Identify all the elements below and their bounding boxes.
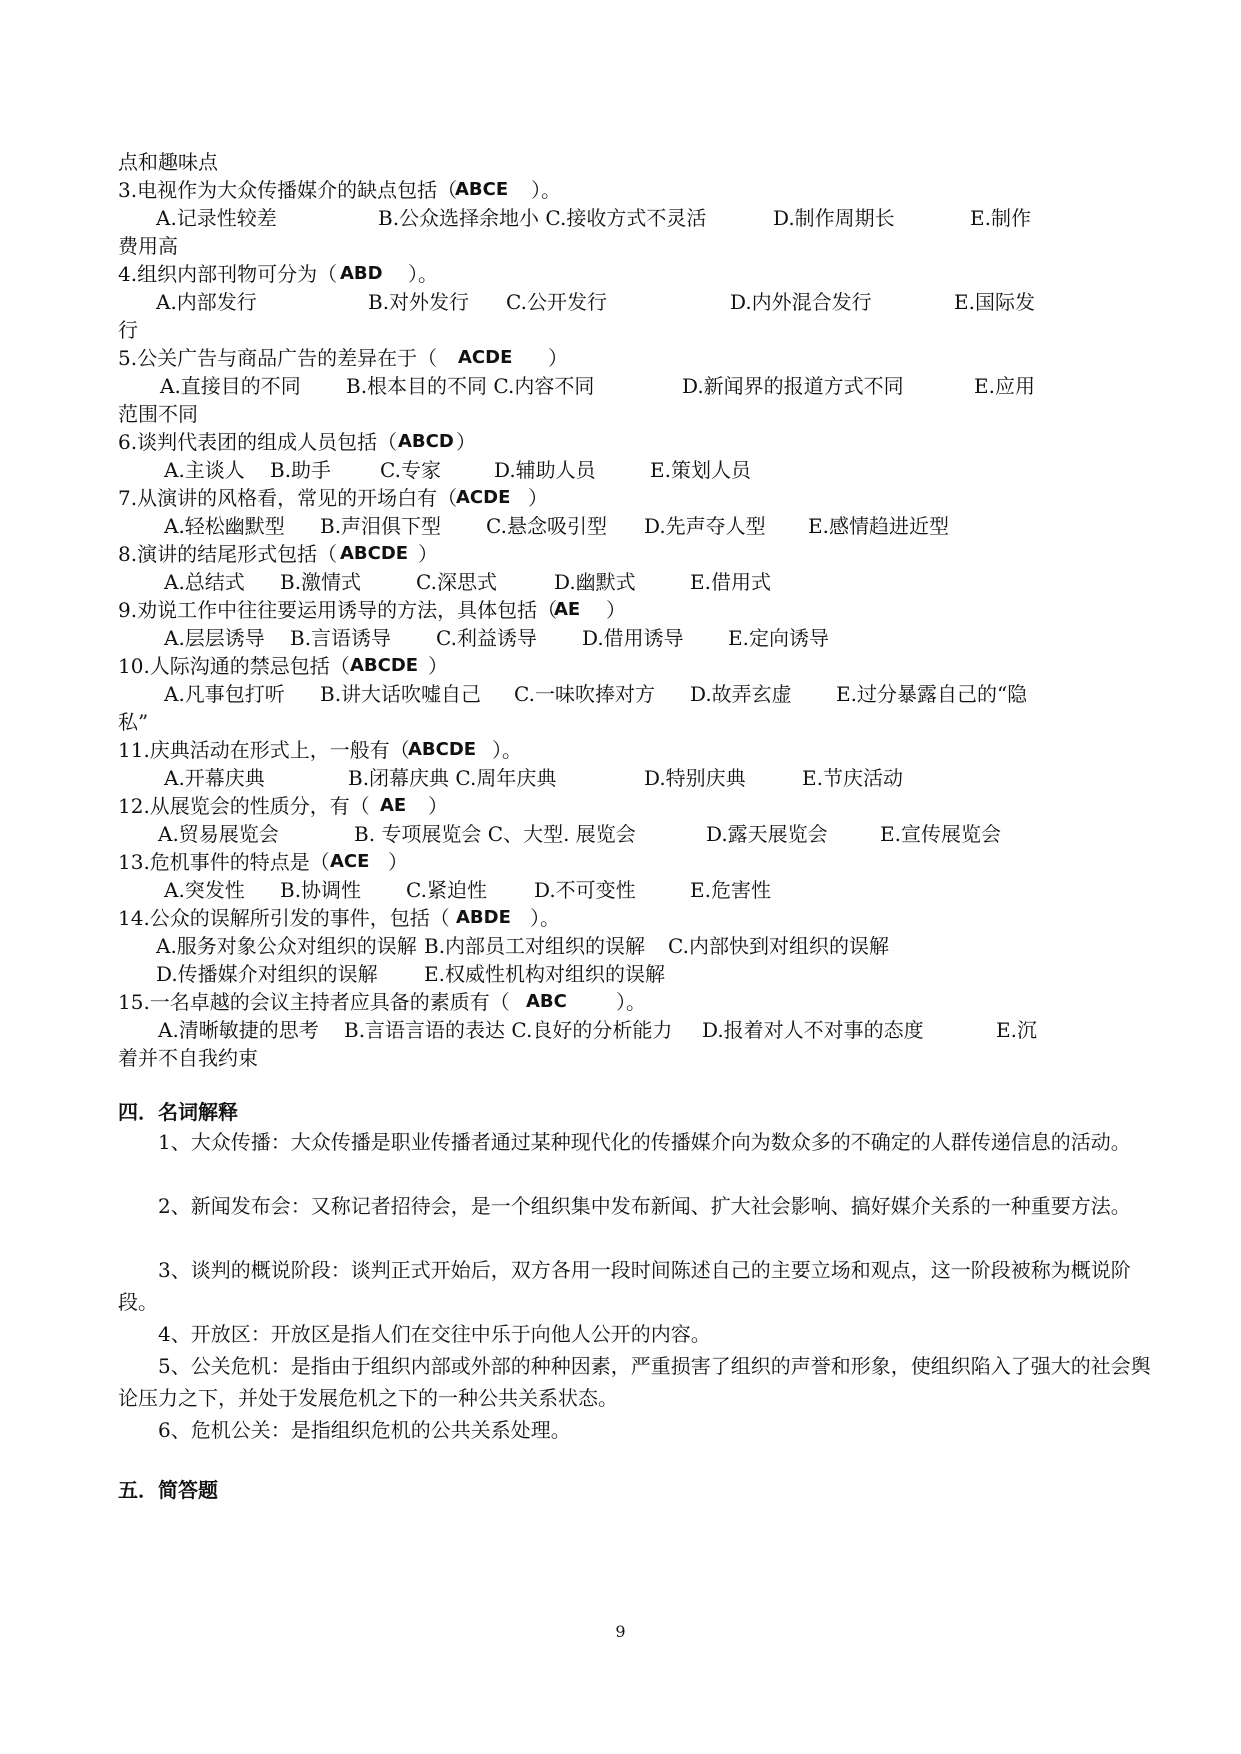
option-c: C.一味吹捧对方: [514, 682, 655, 706]
definition-item-5: 5、公关危机：是指由于组织内部或外部的种种因素，严重损害了组织的声誉和形象，使组织陷入了强大的社会舆论压力之下，并处于发展危机之下的一种公共关系状态。: [118, 1354, 1151, 1410]
question-3-wrap: [118, 234, 1158, 258]
option-d: D.故弄玄虚: [690, 682, 792, 706]
question-4-close: ）。: [408, 262, 438, 286]
question-15-stem: [118, 990, 1158, 1014]
option-c: C.专家: [380, 458, 441, 482]
question-13-options: [118, 878, 1158, 902]
option-e: E.借用式: [690, 570, 771, 594]
page-number: 9: [615, 1622, 626, 1641]
question-15-wrap: [118, 1046, 1158, 1070]
question-11-options: [118, 766, 1158, 790]
question-5-answer: ACDE: [458, 347, 513, 368]
question-8-answer: ABCDE: [340, 543, 409, 564]
definition-item-4: 4、开放区：开放区是指人们在交往中乐于向他人公开的内容。: [158, 1322, 711, 1346]
question-7-text: 7.从演讲的风格看，常见的开场白有（: [118, 486, 458, 510]
question-11-stem: [118, 738, 1158, 762]
question-9-stem: [118, 598, 1158, 622]
option-a: A.记录性较差: [156, 206, 277, 230]
question-9-answer: AE: [554, 599, 581, 620]
option-e: E.危害性: [690, 878, 771, 902]
option-c: C.公开发行: [506, 290, 607, 314]
question-6-answer: ABCD: [398, 431, 454, 452]
question-12-stem: [118, 794, 1158, 818]
option-b: B.协调性: [280, 878, 362, 902]
question-3-text: 3.电视作为大众传播媒介的缺点包括（: [118, 178, 458, 202]
option-a: A.开幕庆典: [164, 766, 265, 790]
option-d: D.先声夺人型: [644, 514, 766, 538]
option-b: B.讲大话吹嘘自己: [320, 682, 482, 706]
option-b-c: B.闭幕庆典 C.周年庆典: [348, 766, 557, 790]
option-e: E.过分暴露自己的“隐: [836, 682, 1028, 706]
question-4-options: [118, 290, 1158, 314]
question-14-text: 14.公众的误解所引发的事件，包括（: [118, 906, 450, 930]
question-7-stem: [118, 486, 1158, 510]
question-15-answer: ABC: [526, 991, 567, 1012]
option-e-cont: 范围不同: [118, 402, 198, 426]
option-c: C.悬念吸引型: [486, 514, 607, 538]
option-e: E.权威性机构对组织的误解: [424, 962, 665, 986]
option-a: A.总结式: [164, 570, 245, 594]
option-a: A.主谈人: [164, 458, 245, 482]
option-a: A.突发性: [164, 878, 245, 902]
question-6-stem: [118, 430, 1158, 454]
question-8-text: 8.演讲的结尾形式包括（: [118, 542, 338, 566]
question-7-options: [118, 514, 1158, 538]
option-e: E.感情趋进近型: [808, 514, 949, 538]
option-d: D.内外混合发行: [730, 290, 872, 314]
option-d: D.不可变性: [534, 878, 636, 902]
question-10-close: ）: [428, 654, 448, 678]
question-5-text: 5.公关广告与商品广告的差异在于（: [118, 346, 438, 370]
question-7-answer: ACDE: [456, 487, 511, 508]
option-e: E.策划人员: [650, 458, 751, 482]
question-4-stem: [118, 262, 1158, 286]
question-15-options: [118, 1018, 1158, 1042]
question-9-options: [118, 626, 1158, 650]
question-5-options: [118, 374, 1158, 398]
option-d: D.传播媒介对组织的误解: [156, 962, 378, 986]
question-3-answer: ABCE: [455, 179, 509, 200]
definition-item-6: 6、危机公关：是指组织危机的公共关系处理。: [158, 1418, 571, 1442]
option-d: D.新闻界的报道方式不同: [682, 374, 904, 398]
continuation-text: 点和趣味点: [118, 150, 218, 174]
option-b-c: B.言语言语的表达 C.良好的分析能力: [344, 1018, 673, 1042]
option-b: B.声泪俱下型: [320, 514, 442, 538]
option-a: A.轻松幽默型: [164, 514, 285, 538]
section-5-title: 五．简答题: [118, 1478, 218, 1502]
option-d: D.幽默式: [554, 570, 636, 594]
question-6-options: [118, 458, 1158, 482]
section-4-title: 四．名词解释: [118, 1100, 238, 1124]
question-4-wrap: [118, 318, 1158, 342]
option-b-c: B.根本目的不同 C.内容不同: [346, 374, 595, 398]
question-10-answer: ABCDE: [350, 655, 419, 676]
question-15-text: 15.一名卓越的会议主持者应具备的素质有（: [118, 990, 510, 1014]
question-10-text: 10.人际沟通的禁忌包括（: [118, 654, 350, 678]
option-e: E.节庆活动: [802, 766, 903, 790]
definition-item-2: 2、新闻发布会：又称记者招待会，是一个组织集中发布新闻、扩大社会影响、搞好媒介关系的一种重要方法。: [158, 1194, 1131, 1218]
option-e-cont: 私”: [118, 710, 149, 734]
question-12-text: 12.从展览会的性质分，有（: [118, 794, 370, 818]
question-8-options: [118, 570, 1158, 594]
question-14-stem: [118, 906, 1158, 930]
question-12-close: ）: [428, 794, 448, 818]
question-9-close: ）: [606, 598, 626, 622]
option-b-c: B. 专项展览会 C、大型. 展览会: [354, 822, 636, 846]
option-b: B.助手: [270, 458, 332, 482]
question-14-answer: ABDE: [456, 907, 511, 928]
question-14-options: [118, 934, 1158, 958]
option-b-c: B.公众选择余地小 C.接收方式不灵活: [378, 206, 707, 230]
question-13-answer: ACE: [330, 851, 370, 872]
question-8-stem: [118, 542, 1158, 566]
option-e-cont: 着并不自我约束: [118, 1046, 258, 1070]
option-e: E.定向诱导: [728, 626, 829, 650]
question-9-text: 9.劝说工作中往往要运用诱导的方法，具体包括（: [118, 598, 558, 622]
question-7-close: ）: [528, 486, 548, 510]
option-e: E.制作: [970, 206, 1031, 230]
option-b: B.对外发行: [368, 290, 470, 314]
option-b: B.内部员工对组织的误解: [424, 934, 646, 958]
section-5-heading: [118, 1478, 1158, 1502]
question-5-close: ）: [548, 346, 568, 370]
question-13-stem: [118, 850, 1158, 874]
question-3-close: ）。: [531, 178, 561, 202]
question-4-answer: ABD: [340, 263, 383, 284]
question-14-options-2: [118, 962, 1158, 986]
option-d: D.报着对人不对事的态度: [702, 1018, 924, 1042]
option-e: E.宣传展览会: [880, 822, 1001, 846]
question-6-close: ）: [456, 430, 476, 454]
continuation-line: [118, 150, 1158, 174]
question-10-stem: [118, 654, 1158, 678]
question-4-text: 4.组织内部刊物可分为（: [118, 262, 338, 286]
section-4-heading: [118, 1100, 1158, 1124]
question-3-stem: [118, 178, 1158, 202]
option-e-cont: 行: [118, 318, 138, 342]
question-8-close: ）: [418, 542, 438, 566]
option-c: C.紧迫性: [406, 878, 487, 902]
question-5-stem: [118, 346, 1158, 370]
option-e: E.国际发: [954, 290, 1035, 314]
definition-item-1: 1、大众传播：大众传播是职业传播者通过某种现代化的传播媒介向为数众多的不确定的人群传递信息的活动。: [158, 1130, 1131, 1154]
question-12-options: [118, 822, 1158, 846]
question-6-text: 6.谈判代表团的组成人员包括（: [118, 430, 398, 454]
option-a: A.直接目的不同: [160, 374, 301, 398]
question-12-answer: AE: [380, 795, 407, 816]
question-3-options: [118, 206, 1158, 230]
question-11-text: 11.庆典活动在形式上，一般有（: [118, 738, 410, 762]
question-11-answer: ABCDE: [408, 739, 477, 760]
definition-item-3: 3、谈判的概说阶段：谈判正式开始后，双方各用一段时间陈述自己的主要立场和观点，这一阶段被称为概说阶段。: [118, 1258, 1131, 1314]
option-c: C.利益诱导: [436, 626, 537, 650]
option-e: E.应用: [974, 374, 1035, 398]
option-a: A.服务对象公众对组织的误解: [156, 934, 417, 958]
option-e: E.沉: [996, 1018, 1037, 1042]
question-13-text: 13.危机事件的特点是（: [118, 850, 330, 874]
question-15-close: ）。: [616, 990, 646, 1014]
option-a: A.层层诱导: [164, 626, 265, 650]
option-d: D.露天展览会: [706, 822, 828, 846]
question-10-wrap: [118, 710, 1158, 734]
question-10-options: [118, 682, 1158, 706]
question-11-close: ）。: [492, 738, 522, 762]
question-5-wrap: [118, 402, 1158, 426]
option-a: A.贸易展览会: [158, 822, 279, 846]
option-d: D.辅助人员: [494, 458, 596, 482]
option-d: D.借用诱导: [582, 626, 684, 650]
option-c: C.内部快到对组织的误解: [668, 934, 889, 958]
option-a: A.内部发行: [156, 290, 257, 314]
option-a: A.凡事包打听: [164, 682, 285, 706]
option-b: B.激情式: [280, 570, 362, 594]
option-a: A.清晰敏捷的思考: [158, 1018, 319, 1042]
option-c: C.深思式: [416, 570, 497, 594]
option-e-cont: 费用高: [118, 234, 178, 258]
option-d: D.制作周期长: [773, 206, 895, 230]
question-13-close: ）: [388, 850, 408, 874]
question-14-close: ）。: [530, 906, 560, 930]
option-b: B.言语诱导: [290, 626, 392, 650]
option-d: D.特别庆典: [644, 766, 746, 790]
